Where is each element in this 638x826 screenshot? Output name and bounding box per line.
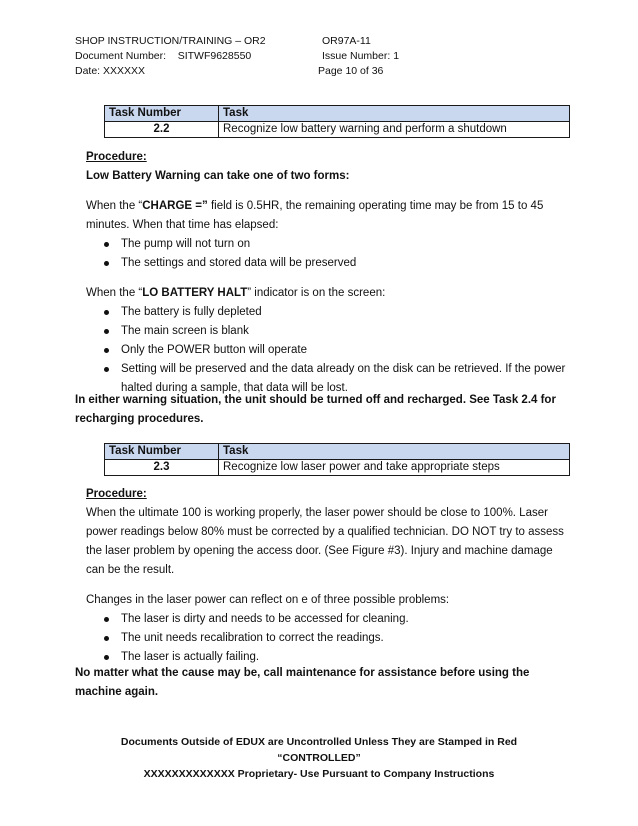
bullet-icon xyxy=(104,329,109,334)
task-cell: Recognize low battery warning and perform a shutdown xyxy=(219,122,570,138)
bullet-icon xyxy=(104,655,109,660)
task-number-header: Task Number xyxy=(105,106,219,122)
list-item: The settings and stored data will be preserved xyxy=(86,254,566,273)
document-number: Document Number: SITWF9628550 xyxy=(75,50,252,62)
laser-paragraph: When the ultimate 100 is working properly, the laser power should be close to 100%. Laser power readings below 80% must be corrected by a qualified technician. DO NOT try to assess the laser problem by opening the access door. (See Figure #3). Injury and machine damage can be the result. xyxy=(86,507,564,576)
procedure-heading: Procedure: xyxy=(86,488,147,500)
subheading: Low Battery Warning can take one of two forms: xyxy=(86,170,350,182)
laser-warning-note: No matter what the cause may be, call maintenance for assistance before using the machine again. xyxy=(75,667,530,698)
list-item: The main screen is blank xyxy=(86,322,566,341)
bullet-icon xyxy=(104,367,109,372)
procedure-section-low-battery xyxy=(86,148,566,398)
charge-code: CHARGE =” xyxy=(142,200,208,212)
task-cell: Recognize low laser power and take appropriate steps xyxy=(219,460,570,476)
bullet-icon xyxy=(104,261,109,266)
footer-line: “CONTROLLED” xyxy=(277,752,361,764)
page-footer xyxy=(0,734,638,782)
list-item: The laser is actually failing. xyxy=(86,648,566,667)
task-number-cell: 2.2 xyxy=(105,122,219,138)
task-header: Task xyxy=(219,444,570,460)
halt-code: LO BATTERY HALT xyxy=(142,287,248,299)
changes-intro: Changes in the laser power can reflect on e of three possible problems: xyxy=(86,594,450,606)
task-header: Task xyxy=(219,106,570,122)
bullet-icon xyxy=(104,242,109,247)
issue-number: Issue Number: 1 xyxy=(322,50,400,62)
list-item: The pump will not turn on xyxy=(86,235,566,254)
procedure-section-laser xyxy=(86,485,566,667)
bullet-icon xyxy=(104,310,109,315)
task-table xyxy=(104,105,570,138)
task-number-header: Task Number xyxy=(105,444,219,460)
list-item: The laser is dirty and needs to be accessed for cleaning. xyxy=(86,610,566,629)
header-title: SHOP INSTRUCTION/TRAINING – OR2 xyxy=(75,35,266,47)
charge-paragraph: When the “CHARGE =” field is 0.5HR, the remaining operating time may be from 15 to 45 minutes. When that time has elapsed: xyxy=(86,200,544,231)
header-date: Date: XXXXXX xyxy=(75,65,146,77)
footer-line: XXXXXXXXXXXXX Proprietary- Use Pursuant to Company Instructions xyxy=(143,768,495,780)
page-number: Page 10 of 36 xyxy=(318,65,384,77)
task-number-cell: 2.3 xyxy=(105,460,219,476)
list-item: The unit needs recalibration to correct the readings. xyxy=(86,629,566,648)
laser-bullet-list xyxy=(86,610,566,667)
page-header-left xyxy=(75,34,266,79)
list-item: Setting will be preserved and the data already on the disk can be retrieved. If the power halted during a sample, that data will be lost. xyxy=(86,360,566,398)
low-battery-warning-note: In either warning situation, the unit should be turned off and recharged. See Task 2.4 for recharging procedures. xyxy=(75,394,556,425)
procedure-heading: Procedure: xyxy=(86,151,147,163)
page-header-right xyxy=(318,34,399,79)
footer-line: Documents Outside of EDUX are Uncontrolled Unless They are Stamped in Red xyxy=(120,736,518,748)
list-item: The battery is fully depleted xyxy=(86,303,566,322)
bullet-icon xyxy=(104,636,109,641)
halt-bullet-list xyxy=(86,303,566,398)
charge-bullet-list xyxy=(86,235,566,273)
bullet-icon xyxy=(104,348,109,353)
task-table xyxy=(104,443,570,476)
bullet-icon xyxy=(104,617,109,622)
list-item: Only the POWER button will operate xyxy=(86,341,566,360)
halt-paragraph: When the “LO BATTERY HALT” indicator is on the screen: xyxy=(86,287,386,299)
document-code: OR97A-11 xyxy=(322,35,371,47)
